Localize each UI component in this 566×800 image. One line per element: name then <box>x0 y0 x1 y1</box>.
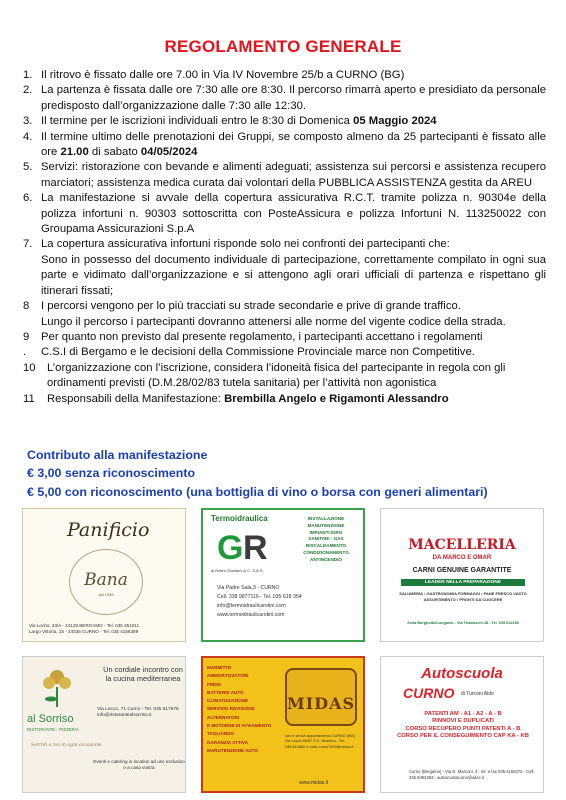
ad-autoscuola: Autoscuola CURNO di Turconi Aldo PATENTI AM - A1 - A2 - A - B RINNOVI E DUPLICATI CORSO RECUPERO PUNTI PATENTI A - B CORSO PER IL CONSEGUIMENTO CAP KA - KB Curno (Bergamo) - Via G. Marconi, 4 - tel. e fax 035 4156372 - Cell. 345 8462263 - autoscuolacurno@alice.it <box>380 656 544 793</box>
page-title: REGOLAMENTO GENERALE <box>164 37 402 56</box>
rule-10-detail: ordinamenti previsti (D.M.28/02/83 tutela sanitaria) per l’attività non agonistica <box>47 377 437 390</box>
rules-list <box>23 68 546 407</box>
ad-termoidraulica <box>201 508 365 642</box>
rule-text: La copertura assicurativa infortuni risponde solo nei confronti dei partecipanti che: <box>41 238 450 251</box>
ad-macelleria: MACELLERIA DA MARCO E OMAR CARNI GENUINE GARANTITE LEADER NELLA PREPARAZIONE SALUMERIA • GASTRONOMIA FORMAGGI • PANE FRESCO VASTO ASSORTIMENTO • PRONTI DA CUOCERE Zona Borghetto/Longuelo - Via Tiraboschi 38 - Tel. 035 612180 <box>380 508 544 642</box>
contrib-line-2: € 5,00 con riconoscimento (una bottiglia di vino o borsa con generi alimentari) <box>27 485 488 499</box>
rule-text: Il termine per le iscrizioni individuali entro le 8:30 di Domenica 05 Maggio 2024 <box>41 115 437 128</box>
sorriso-brand: al Sorriso <box>27 713 74 725</box>
contrib-line-1: € 3,00 senza riconoscimento <box>27 466 196 480</box>
rule-number: 7. <box>23 238 33 251</box>
contrib-title: Contributo alla manifestazione <box>27 448 208 462</box>
rule-number: 3. <box>23 115 33 128</box>
ad-midas: MARMITTE AMMORTIZZATORI FRENI BATTERIE AUTO CLIMATIZZAZIONE SERVIZIO REVISIONE ALTERNATORI E MOTORINI DI AVVIAMENTO TAGLIANDO GARANZIA ATTIVA MANUTENZIONE AUTO MIDAS con e senza appuntamento CURNO (BG) Via Lecco 65/67 S.S. Briantea - Tel. 035.610882 e-mail: curno7029@midas.it www.midas.it <box>201 656 365 793</box>
panificio-brand: Panificio <box>67 519 150 541</box>
macelleria-brand: MACELLERIA <box>408 537 516 553</box>
rule-5 <box>23 160 546 191</box>
rule-2 <box>23 83 546 114</box>
rule-7-detail: Sono in possesso del documento individuale di partecipazione, correttamente compilato in ogni sua parte e vidimato dall’organizzazione e si attengono agli orari ufficiali di partenza e rispettano gli itinerari fissati; <box>41 253 546 297</box>
autoscuola-brand: Autoscuola <box>421 665 503 682</box>
rule-10: 10 L’organizzazione con l’iscrizione, considera l’idoneità fisica del partecipante in regola con gli <box>23 361 506 374</box>
rule-9: 9 Per quanto non previsto dal presente regolamento, i partecipanti accettano i regolamenti <box>23 330 483 343</box>
termo-contact: Via Padre Sala,3 - CURNO Cell. 338 9877116 - Tel. 035 618 354 info@termoidraulicarotini.com www.termoidraulicarotini.com <box>217 585 302 618</box>
rule-9-detail: . C.S.I di Bergamo e le decisioni della Commissione Provinciale marce non Competitive. <box>23 346 475 359</box>
rule-3 <box>23 114 546 129</box>
termo-tagline: di Rotini Giovanni & C. S.A.S. <box>211 568 264 573</box>
rule-7 <box>23 237 546 252</box>
autoscuola-services: PATENTI AM - A1 - A2 - A - B RINNOVI E DUPLICATI CORSO RECUPERO PUNTI PATENTI A - B CORSO PER IL CONSEGUIMENTO CAP KA - KB <box>397 711 529 740</box>
sponsor-ads <box>22 508 544 793</box>
panificio-logo: Bana dal 1945 <box>69 549 143 615</box>
midas-logo: MIDAS <box>285 668 357 726</box>
termo-brand: Termoidraulica <box>211 514 268 523</box>
panificio-address: Via Locho, 33/A - 24129 BERGAMO - Tel. 035 251011 Largo Vittoria, 15 - 24035 CURNO - Tel. 035 4156389 <box>29 623 140 634</box>
rule-number: 4. <box>23 130 33 143</box>
rule-4 <box>23 130 546 161</box>
flower-icon <box>37 665 77 709</box>
rule-11: 11 Responsabili della Manifestazione: Brembilla Angelo e Rigamonti Alessandro <box>23 392 449 405</box>
rule-text: La manifestazione si avvale della copertura assicurativa R.C.T. tramite polizza n. 90304e della polizza infortuni n. 90303 sottoscritta con PosteAssicura e polizza Infortuni N. 113250022 con Groupama Assicurazioni S.p.A <box>41 192 546 236</box>
rule-text: La partenza è fissata dalle ore 7:30 alle ore 8:30. Il percorso rimarrà aperto e presidiato da personale predisposto dall’organizzazione dalle 7:30 alle 12:30. <box>41 84 546 112</box>
rule-number: 6. <box>23 192 33 205</box>
midas-services: MARMITTE AMMORTIZZATORI FRENI BATTERIE AUTO CLIMATIZZAZIONE SERVIZIO REVISIONE ALTERNATORI E MOTORINI DI AVVIAMENTO TAGLIANDO GARANZIA ATTIVA MANUTENZIONE AUTO <box>207 665 272 753</box>
termo-services: INSTALLAZIONE MANUTENZIONE IMPIANTI IDRO SANITARI - GAS RISCALDAMENTO CONDIZIONAMENTO ANTINCENDIO <box>303 516 349 562</box>
ad-panificio <box>22 508 186 642</box>
rule-8: 8 I percorsi vengono per lo più tracciati su strade secondarie e prive di grande traffico. <box>23 300 461 313</box>
rule-number: 5. <box>23 161 33 174</box>
ad-al-sorriso: Un cordiale incontro con la cucina mediterranea al Sorriso RISTORANTE - PIZZERIA Via Lecco, 71 Curno - Tel. 035 617676 info@ristorantealsorriso.it Sorridi a noi in ogni occasione Eventi e catering in location ad uso esclusivo e a casa vostra <box>22 656 186 793</box>
rule-number: 1. <box>23 69 33 81</box>
termo-logo: G R <box>217 529 268 567</box>
rule-8-detail: Lungo il percorso i partecipanti dovranno attenersi alle norme del vigente codice della strada. <box>41 315 506 328</box>
rule-text: Servizi: ristorazione con bevande e alimenti adeguati; assistenza sui percorsi e assistenza recupero marciatori; assistenza medica curata dai volontari della PUBBLICA ASSISTENZA gestita da AREU <box>41 161 546 189</box>
rule-number: 2. <box>23 84 33 97</box>
rule-6 <box>23 191 546 237</box>
rule-text: Il termine ultimo delle prenotazioni dei Gruppi, se composto almeno da 25 partecipanti è fissato alle ore 21.00 di sabato 04/05/2024 <box>41 130 546 159</box>
rule-text: Il ritrovo è fissato dalle ore 7.00 in Via IV Novembre 25/b a CURNO (BG) <box>41 69 405 81</box>
rule-1 <box>23 68 546 83</box>
